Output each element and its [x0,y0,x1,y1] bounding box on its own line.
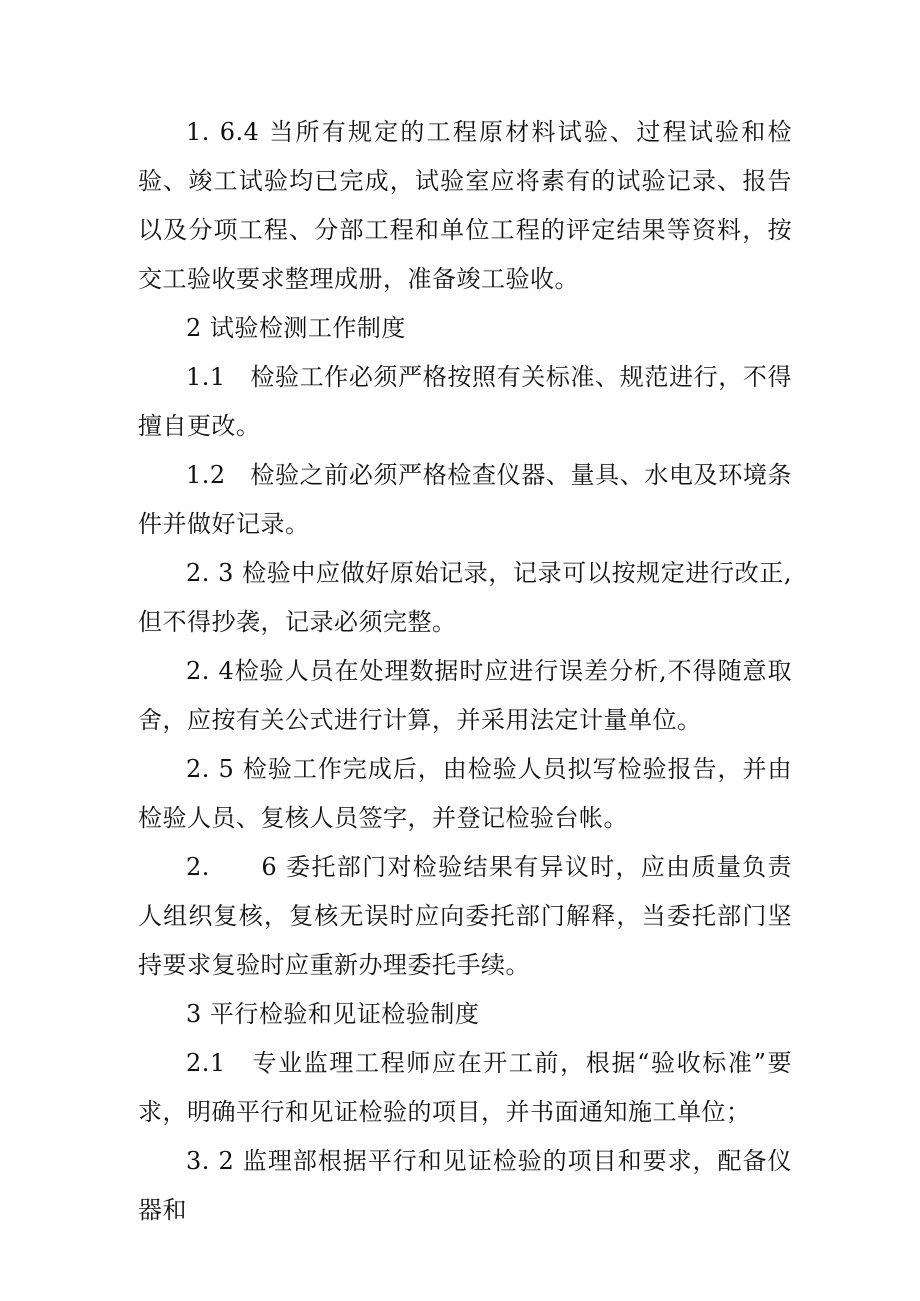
paragraph-data-processing: 2. 4检验人员在处理数据时应进行误差分析,不得随意取舍，应按有关公式进行计算，并采用法定计量单位。 [138,657,792,734]
section-heading-parallel-witness-inspection: 3 平行检验和见证检验制度 [186,1000,480,1028]
paragraph-inspection-standards: 1.1 检验工作必须严格按照有关标准、规范进行，不得擅自更改。 [138,363,792,440]
paragraph-supervision-engineer: 2.1 专业监理工程师应在开工前，根据“验收标准”要求，明确平行和见证检验的项目，并书面通知施工单位； [138,1049,792,1126]
document-body [138,108,792,1235]
paragraph-inspection-report: 2. 5 检验工作完成后，由检验人员拟写检验报告，并由检验人员、复核人员签字，并登记检验台帐。 [138,755,792,832]
paragraph-supervision-department: 3. 2 监理部根据平行和见证检验的项目和要求，配备仪器和 [138,1147,792,1224]
paragraph-pre-inspection-check: 1.2 检验之前必须严格检查仪器、量具、水电及环境条件并做好记录。 [138,461,792,538]
paragraph-completion-test-records: 1. 6.4 当所有规定的工程原材料试验、过程试验和检验、竣工试验均已完成，试验室应将素有的试验记录、报告以及分项工程、分部工程和单位工程的评定结果等资料，按交工验收要求整理成册，准备竣工验收。 [138,118,792,293]
paragraph-objection-handling: 2. 6 委托部门对检验结果有异议时，应由质量负责人组织复核，复核无误时应向委托部门解释，当委托部门坚持要求复验时应重新办理委托手续。 [138,853,792,979]
section-heading-test-work-rules: 2 试验检测工作制度 [186,314,406,342]
paragraph-original-records: 2. 3 检验中应做好原始记录，记录可以按规定进行改正,但不得抄袭，记录必须完整。 [138,559,792,636]
